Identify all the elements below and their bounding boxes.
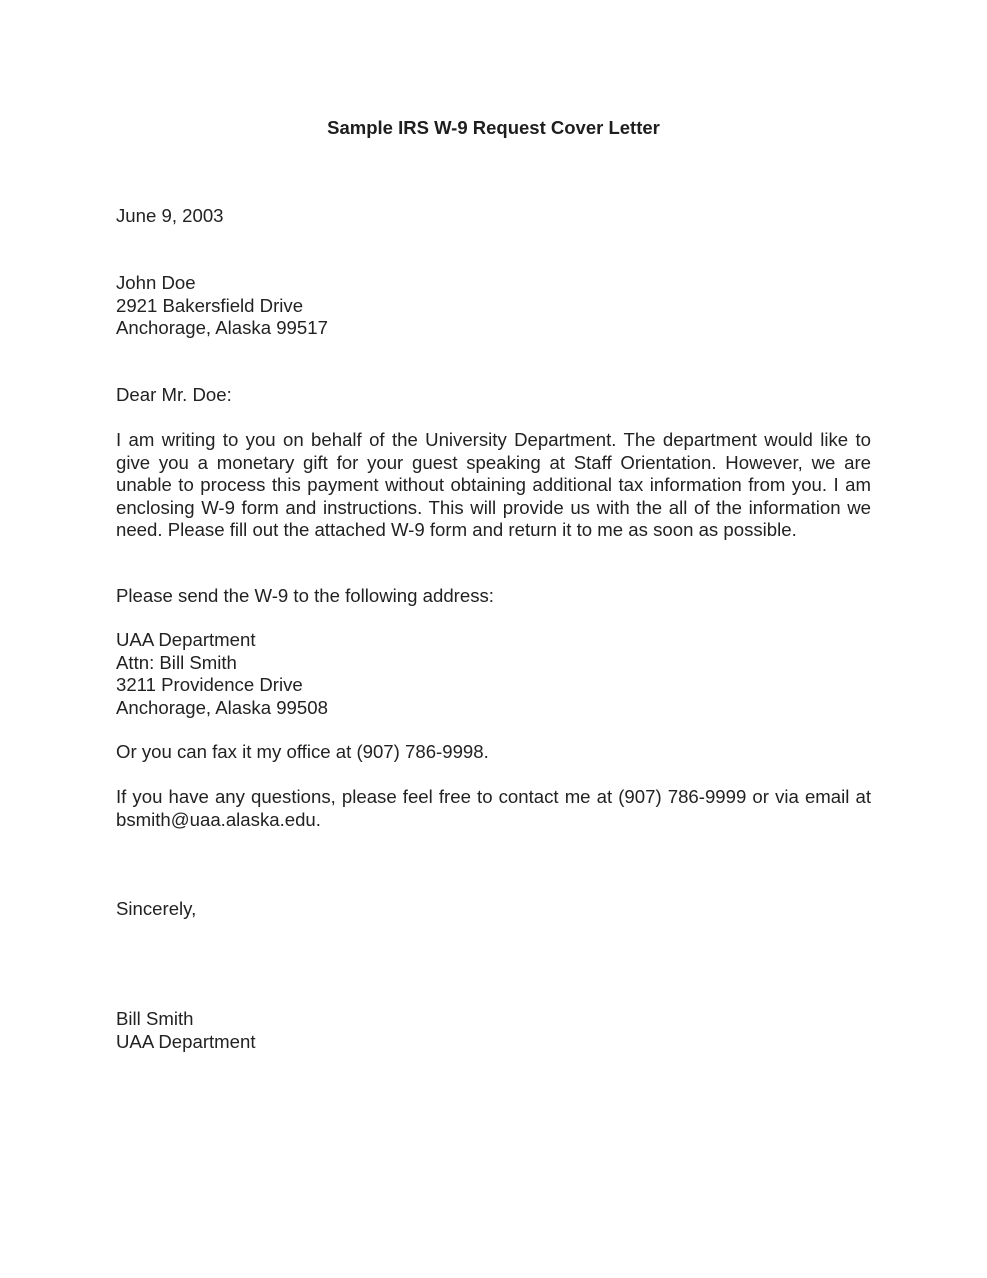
return-address-line-4: Anchorage, Alaska 99508 xyxy=(116,696,328,718)
letter-date: June 9, 2003 xyxy=(116,205,224,226)
recipient-address xyxy=(116,272,328,340)
recipient-name: John Doe xyxy=(116,272,196,293)
contact-paragraph: If you have any questions, please feel free to contact me at (907) 786-9999 or via email at bsmith@uaa.alaska.edu. xyxy=(116,786,871,830)
return-address xyxy=(116,629,328,719)
letter-title: Sample IRS W-9 Request Cover Letter xyxy=(327,117,660,138)
closing: Sincerely, xyxy=(116,898,197,919)
recipient-street: 2921 Bakersfield Drive xyxy=(116,294,304,316)
signature-department: UAA Department xyxy=(116,1030,256,1052)
recipient-city: Anchorage, Alaska 99517 xyxy=(116,317,328,338)
body-paragraph: I am writing to you on behalf of the University Department. The department would like to give you a monetary gift for your guest speaking at Staff Orientation. However, we are unable to process this payment without obtaining additional tax information from you. I am enclosing W-9 form and instructions. This will provide us with the all of the information we need. Please fill out the attached W-9 form and return it to me as soon as possible. xyxy=(116,429,871,540)
return-address-line-1: UAA Department xyxy=(116,629,256,650)
signature-name: Bill Smith xyxy=(116,1008,194,1029)
return-address-line-3: 3211 Providence Drive xyxy=(116,674,303,695)
return-address-line-2: Attn: Bill Smith xyxy=(116,651,237,673)
signature-block xyxy=(116,1008,256,1053)
salutation: Dear Mr. Doe: xyxy=(116,384,232,405)
send-instruction: Please send the W-9 to the following address: xyxy=(116,585,494,606)
fax-line: Or you can fax it my office at (907) 786-9998. xyxy=(116,741,489,762)
